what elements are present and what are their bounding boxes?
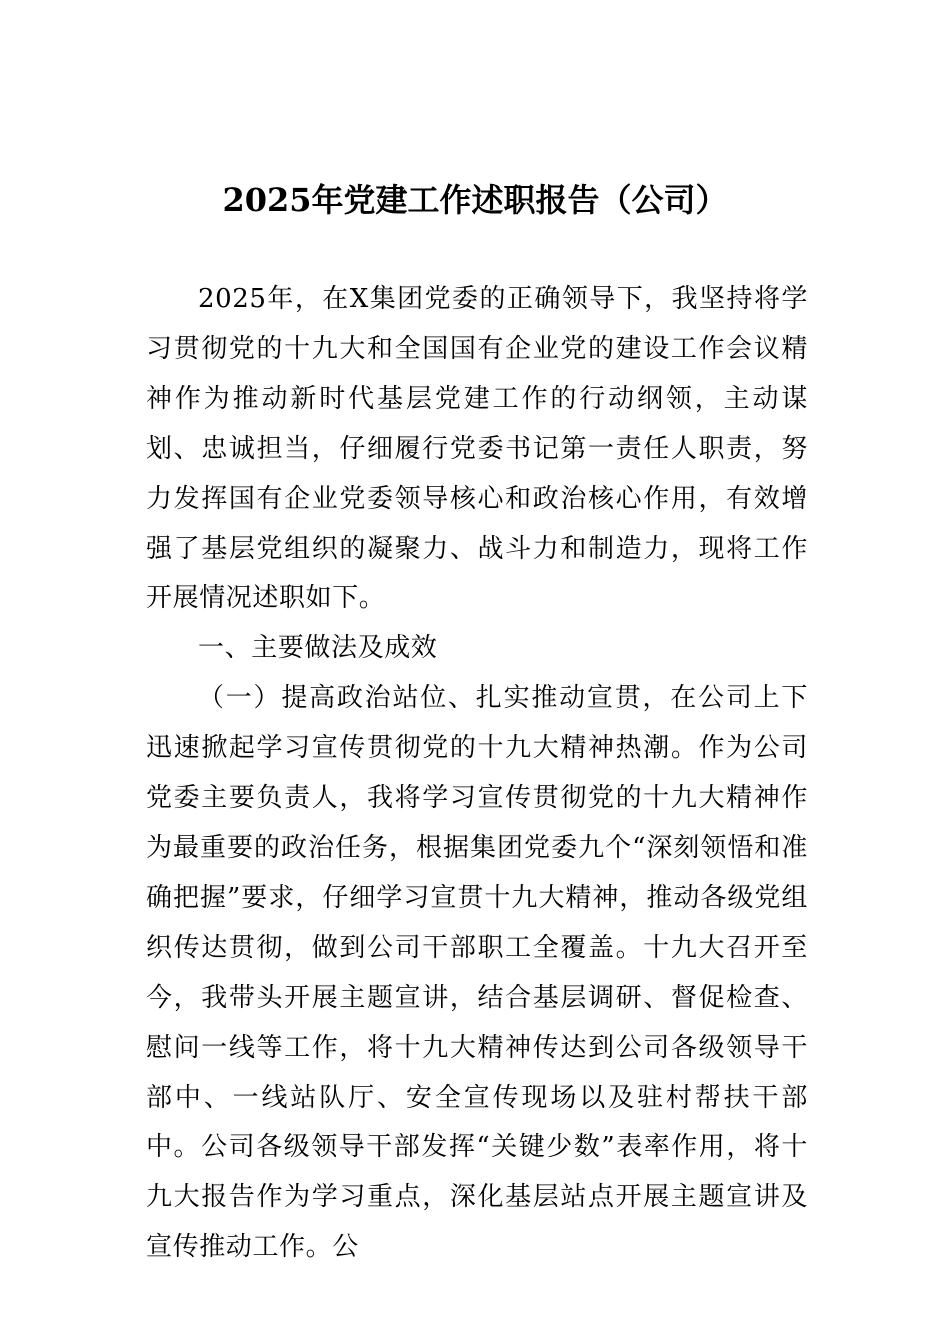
section-paragraph: （一）提高政治站位、扎实推动宣贯，在公司上下迅速掀起学习宣传贯彻党的十九大精神热潮。作为公司党委主要负责人，我将学习宣传贯彻党的十九大精神作为最重要的政治任务，根据集团党委九个“深刻领悟和准确把握”要求，仔细学习宣贯十九大精神，推动各级党组织传达贯彻，做到公司干部职工全覆盖。十九大召开至今，我带头开展主题宣讲，结合基层调研、督促检查、慰问一线等工作，将十九大精神传达到公司各级领导干部中、一线站队厅、安全宣传现场以及驻村帮扶干部中。公司各级领导干部发挥“关键少数”表率作用，将十九大报告作为学习重点，深化基层站点开展主题宣讲及宣传推动工作。公 [146,683,808,1263]
intro-paragraph: 2025年，在X集团党委的正确领导下，我坚持将学习贯彻党的十九大和全国国有企业党的建设工作会议精神作为推动新时代基层党建工作的行动纲领，主动谋划、忠诚担当，仔细履行党委书记第一责任人职责，努力发挥国有企业党委领导核心和政治核心作用，有效增强了基层党组织的凝聚力、战斗力和制造力，现将工作开展情况述职如下。 [146,284,808,614]
document-title: 2025年党建工作述职报告（公司） [222,181,728,219]
section-heading: 一、主要做法及成效 [198,633,438,664]
document-body [146,275,808,1273]
